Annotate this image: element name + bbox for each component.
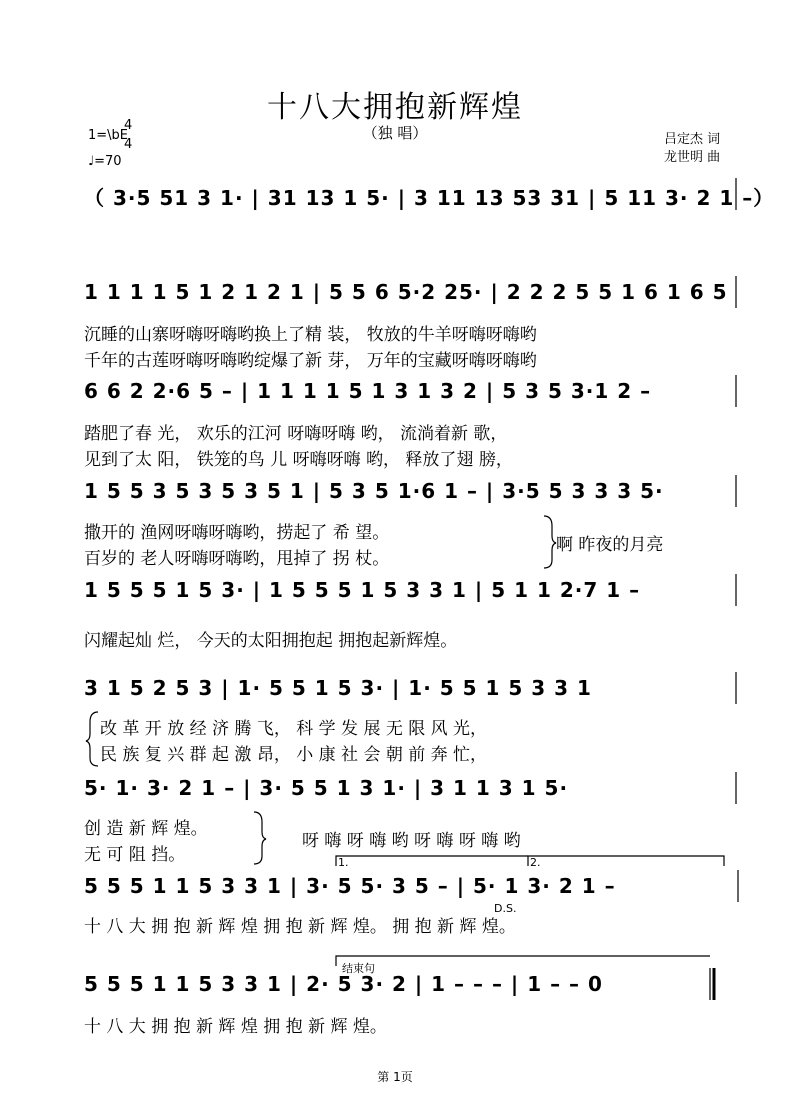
coda-label: 结束句 (342, 962, 375, 975)
notation-line-8: 5 5 5 1 1 5 3 3 1 | 3· 5 5· 3 5 – | 5· 1 3· 2 1 – (84, 874, 616, 898)
second-ending-label: 2. (530, 856, 541, 869)
lyric-brace (544, 516, 556, 568)
notation-line-1: （ 3·5 51 3 1· | 31 13 1 5· | 3 11 13 53 31 | 5 11 3· 2 1 –） (84, 186, 775, 210)
page-number: 第 1页 (377, 1070, 413, 1084)
dal-segno-mark: D.S. (494, 902, 517, 915)
time-signature-top: 4 (124, 118, 133, 133)
lyric-line-6a: 改 革 开 放 经 济 腾 飞， 科 学 发 展 无 限 风 光， (100, 719, 488, 739)
tempo-marking: ♩=70 (88, 154, 122, 169)
coda-bracket (336, 956, 710, 966)
first-ending-bracket (336, 856, 528, 866)
first-ending-label: 1. (338, 856, 349, 869)
composer-credit: 龙世明 曲 (664, 150, 721, 165)
lyric-line-7b: 无 可 阻 挡。 (84, 845, 186, 865)
lyric-line-3a: 踏肥了春 光， 欢乐的江河 呀嗨呀嗨 哟， 流淌着新 歌， (84, 424, 508, 444)
lyric-line-2b: 千年的古莲呀嗨呀嗨哟绽爆了新 芽， 万年的宝藏呀嗨呀嗨哟 (84, 351, 537, 371)
notation-line-9: 5 5 5 1 1 5 3 3 1 | 2· 5 3· 2 | 1 – – – | 1 – – 0 (84, 972, 603, 996)
lyric-line-2a: 沉睡的山寨呀嗨呀嗨哟换上了精 装， 牧放的牛羊呀嗨呀嗨哟 (84, 325, 537, 345)
lyric-line-7a: 创 造 新 辉 煌。 (84, 819, 208, 839)
notation-line-3: 6 6 2 2·6 5 – | 1 1 1 1 5 1 3 1 3 2 | 5 3 5 3·1 2 – (84, 379, 652, 403)
song-subtitle: （独 唱） (362, 124, 428, 142)
lyric-line-4a: 撒开的 渔网呀嗨呀嗨哟，捞起了 希 望。 (84, 523, 390, 543)
lyric-line-9a: 十 八 大 拥 抱 新 辉 煌 拥 抱 新 辉 煌。 (84, 1017, 387, 1037)
side-lyric-7: 呀 嗨 呀 嗨 哟 呀 嗨 呀 嗨 哟 (302, 831, 521, 851)
notation-line-5: 1 5 5 5 1 5 3· | 1 5 5 5 1 5 3 3 1 | 5 1 1 2·7 1 – (84, 578, 641, 602)
lyric-line-8a: 十 八 大 拥 抱 新 辉 煌 拥 抱 新 辉 煌。 拥 抱 新 辉 煌。 (84, 917, 516, 937)
lyricist-credit: 吕定杰 词 (664, 132, 721, 147)
notation-line-2: 1 1 1 1 5 1 2 1 2 1 | 5 5 6 5·2 25· | 2 2 2 5 5 1 6 1 6 5 (84, 280, 728, 304)
key-signature: 1=\bE (88, 128, 129, 143)
notation-line-7: 5· 1· 3· 2 1 – | 3· 5 5 1 3 1· | 3 1 1 3 1 5· (84, 776, 569, 800)
second-ending-bracket (528, 856, 724, 866)
notation-line-6: 3 1 5 2 5 3 | 1· 5 5 1 5 3· | 1· 5 5 1 5 3 3 1 (84, 676, 592, 700)
lyric-brace (254, 812, 266, 864)
lyric-line-5a: 闪耀起灿 烂， 今天的太阳拥抱起 拥抱起新辉煌。 (84, 631, 458, 651)
notation-line-4: 1 5 5 3 5 3 5 3 5 1 | 5 3 5 1·6 1 – | 3·5 5 3 3 3 5· (84, 479, 664, 503)
time-signature-bottom: 4 (124, 137, 133, 152)
song-title: 十八大拥抱新辉煌 (267, 90, 523, 125)
lyric-line-4b: 百岁的 老人呀嗨呀嗨哟，甩掉了 拐 杖。 (84, 549, 390, 569)
side-lyric-4: 啊 昨夜的月亮 (556, 535, 664, 555)
lyric-line-3b: 见到了太 阳， 铁笼的鸟 儿 呀嗨呀嗨 哟， 释放了翅 膀， (84, 450, 513, 470)
lyric-line-6b: 民 族 复 兴 群 起 激 昂， 小 康 社 会 朝 前 奔 忙， (100, 745, 488, 765)
lyric-brace (86, 712, 98, 766)
